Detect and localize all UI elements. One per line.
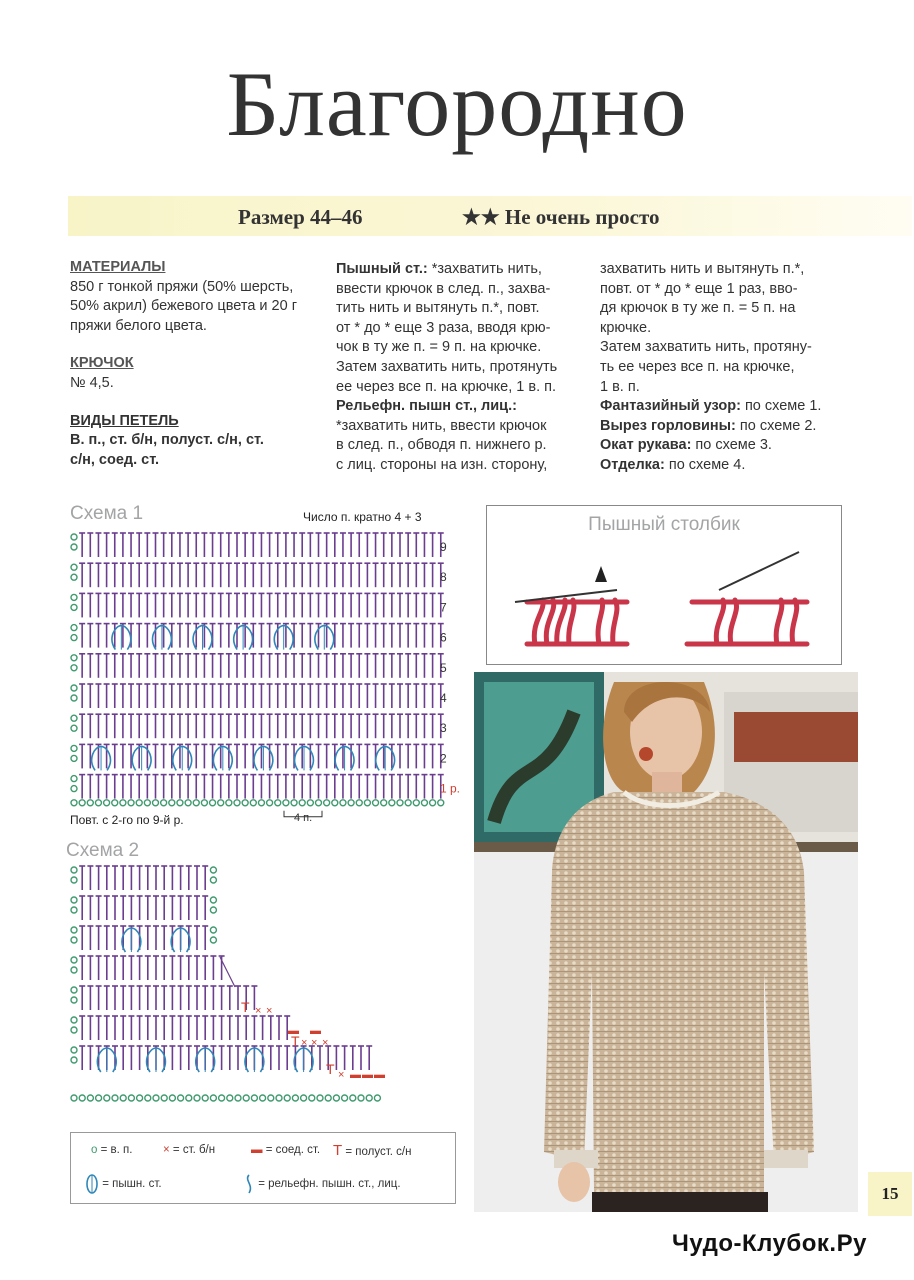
- chain-stitch: [112, 800, 118, 806]
- instruction-term: Рельефн. пышн ст., лиц.:: [336, 398, 517, 415]
- chain-stitch: [301, 1095, 307, 1101]
- edge-stitch-mark: ▬: [310, 1025, 321, 1037]
- chain-stitch: [194, 1095, 200, 1101]
- instruction-line: [336, 417, 586, 437]
- chain-stitch: [71, 867, 77, 873]
- edge-stitch-mark: T: [291, 1033, 300, 1049]
- illustration-title: Пышный столбик: [588, 514, 740, 535]
- edge-stitch-mark: ×: [301, 1037, 308, 1049]
- chain-stitch: [268, 1095, 274, 1101]
- materials-heading: МАТЕРИАЛЫ: [70, 259, 166, 275]
- hook-text: № 4,5.: [70, 374, 114, 391]
- chain-stitch: [161, 800, 167, 806]
- cross-icon: ×: [163, 1144, 170, 1156]
- chain-stitch: [71, 987, 77, 993]
- instruction-text: ввести крючок в след. п., захва-: [336, 280, 551, 297]
- chain-stitch: [210, 897, 216, 903]
- edge-stitch-mark: ×: [266, 1005, 273, 1017]
- instruction-line: [600, 397, 850, 417]
- chain-stitch: [71, 907, 77, 913]
- legend-chain: [91, 1144, 132, 1156]
- watermark: Чудо-Клубок.Ру: [672, 1230, 867, 1257]
- materials-line: 850 г тонкой пряжи (50% шерсть,: [70, 278, 294, 295]
- relief-puff-icon: [243, 1173, 255, 1195]
- chain-stitch: [292, 1095, 298, 1101]
- repeat-label: 4 п.: [294, 811, 313, 824]
- instruction-line: [336, 436, 586, 456]
- chain-stitch: [71, 927, 77, 933]
- instruction-line: [600, 338, 850, 358]
- chain-stitch: [128, 1095, 134, 1101]
- instruction-line: [336, 397, 586, 417]
- chain-stitch: [317, 1095, 323, 1101]
- legend-label: = полуст. с/н: [345, 1146, 412, 1158]
- instruction-term: Фантазийный узор:: [600, 398, 741, 415]
- chain-stitch: [348, 800, 354, 806]
- materials-line: 50% акрил) бежевого цвета и 20 г: [70, 298, 297, 315]
- instruction-text: в след. п., обводя п. нижнего р.: [336, 437, 547, 454]
- instruction-line: [336, 358, 586, 378]
- chain-stitch: [325, 1095, 331, 1101]
- chain-stitch: [299, 800, 305, 806]
- chain-stitch: [71, 665, 77, 671]
- row-number: 8: [440, 570, 447, 585]
- materials-line: пряжи белого цвета.: [70, 317, 207, 334]
- chain-stitch: [136, 800, 142, 806]
- chain-stitch: [71, 1057, 77, 1063]
- edge-stitch-mark: ×: [255, 1005, 262, 1017]
- instruction-text: по схеме 1.: [740, 398, 822, 415]
- chain-stitch: [87, 1095, 93, 1101]
- chain-stitch: [71, 625, 77, 631]
- chain-stitch: [260, 1095, 266, 1101]
- chain-stitch: [144, 800, 150, 806]
- chain-stitch: [210, 800, 216, 806]
- chain-stitch: [324, 800, 330, 806]
- chain-stitch: [356, 800, 362, 806]
- chain-stitch: [177, 800, 183, 806]
- chain-stitch: [235, 1095, 241, 1101]
- chain-stitch: [201, 800, 207, 806]
- chain-stitch: [71, 594, 77, 600]
- instruction-line: [336, 319, 586, 339]
- chain-stitch: [374, 1095, 380, 1101]
- chain-stitch: [185, 800, 191, 806]
- instruction-text: Затем захватить нить, протянуть: [336, 358, 558, 375]
- chain-stitch: [342, 1095, 348, 1101]
- chain-stitch: [153, 1095, 159, 1101]
- column-pyshny-instructions: [336, 260, 586, 476]
- page-title: Благородно: [226, 53, 688, 155]
- instruction-text: по схеме 4.: [664, 456, 746, 473]
- instruction-text: по схеме 2.: [735, 417, 817, 434]
- instruction-line: [600, 378, 850, 398]
- edge-stitch-mark: ▬: [350, 1069, 361, 1081]
- chain-stitch: [137, 1095, 143, 1101]
- chain-stitch: [112, 1095, 118, 1101]
- chain-stitch: [71, 967, 77, 973]
- legend-relief: [243, 1173, 401, 1195]
- schema1-note: Число п. кратно 4 + 3: [303, 510, 422, 524]
- instruction-line: [600, 280, 850, 300]
- column-materials: [70, 258, 320, 470]
- chain-stitch: [210, 927, 216, 933]
- chain-stitch: [350, 1095, 356, 1101]
- chain-stitch: [71, 564, 77, 570]
- edge-stitch-mark: ×: [338, 1069, 345, 1081]
- instruction-text: 1 в. п.: [600, 378, 640, 395]
- chain-stitch: [104, 1095, 110, 1101]
- chain-stitch: [71, 725, 77, 731]
- chain-stitch: [71, 574, 77, 580]
- legend: [70, 1132, 456, 1204]
- chain-stitch: [71, 685, 77, 691]
- chain-stitch: [309, 1095, 315, 1101]
- stitches-line: с/н, соед. ст.: [70, 451, 160, 468]
- legend-label: = пышн. ст.: [102, 1178, 162, 1191]
- edge-stitch-mark: ▬: [288, 1025, 299, 1037]
- edge-stitch-mark: ▬: [374, 1069, 385, 1081]
- schema2-title: Схема 2: [66, 840, 140, 861]
- chain-stitch: [71, 695, 77, 701]
- chain-stitch: [71, 655, 77, 661]
- legend-label: = в. п.: [100, 1144, 133, 1156]
- page-number: 15: [868, 1172, 912, 1216]
- chain-stitch: [333, 1095, 339, 1101]
- size-label: Размер 44–46: [238, 205, 363, 229]
- row-number: 5: [440, 660, 447, 675]
- chain-stitch: [178, 1095, 184, 1101]
- chain-stitch: [218, 800, 224, 806]
- chain-stitch: [284, 1095, 290, 1101]
- row-number: 1 р.: [440, 781, 461, 796]
- instruction-text: *захватить нить,: [427, 261, 542, 277]
- chain-stitch: [71, 957, 77, 963]
- chain-stitch: [373, 800, 379, 806]
- instruction-text: от * до * еще 3 раза, вводя крю-: [336, 319, 551, 336]
- instruction-line: [600, 299, 850, 319]
- edge-stitch-mark: ×: [322, 1037, 329, 1049]
- chain-stitch: [161, 1095, 167, 1101]
- instruction-line: [600, 436, 850, 456]
- chain-stitch: [210, 907, 216, 913]
- chain-stitch: [128, 800, 134, 806]
- chain-stitch: [169, 800, 175, 806]
- chain-stitch: [227, 1095, 233, 1101]
- row-number: 9: [440, 540, 447, 554]
- chain-stitch: [120, 1095, 126, 1101]
- instruction-text: Затем захватить нить, протяну-: [600, 339, 812, 356]
- instruction-text: захватить нить и вытянуть п.*,: [600, 261, 805, 277]
- chain-stitch: [96, 1095, 102, 1101]
- chain-stitch: [210, 937, 216, 943]
- edge-stitch-mark: T: [326, 1061, 335, 1077]
- chain-icon: o: [91, 1144, 98, 1156]
- puff-stitch-illustration: [486, 505, 842, 665]
- chain-stitch: [71, 755, 77, 761]
- chain-stitch: [202, 1095, 208, 1101]
- instruction-text: ть ее через все п. на крючке,: [600, 358, 795, 375]
- puff-stitch-drawing: [487, 542, 841, 664]
- photo-image: [474, 672, 858, 1212]
- chain-stitch: [307, 800, 313, 806]
- chain-stitch: [145, 1095, 151, 1101]
- chain-stitch: [242, 800, 248, 806]
- chain-stitch: [87, 800, 93, 806]
- chain-stitch: [210, 1095, 216, 1101]
- instruction-line: [336, 378, 586, 398]
- difficulty-text: Не очень просто: [504, 205, 660, 229]
- t-stitch-icon: T: [333, 1142, 343, 1159]
- instruction-text: чок в ту же п. = 9 п. на крючке.: [336, 339, 542, 356]
- chain-stitch: [71, 800, 77, 806]
- chain-stitch: [193, 800, 199, 806]
- edge-stitch-mark: T: [241, 999, 250, 1015]
- instruction-text: тить нить и вытянуть п.*, повт.: [336, 300, 540, 317]
- legend-hdc: [333, 1142, 411, 1159]
- chain-stitch: [291, 800, 297, 806]
- instruction-text: *захватить нить, ввести крючок: [336, 417, 547, 434]
- legend-label: = рельефн. пышн. ст., лиц.: [258, 1178, 401, 1191]
- model-photo: [474, 672, 858, 1212]
- legend-label: = соед. ст.: [265, 1144, 321, 1156]
- instruction-line: [600, 358, 850, 378]
- chain-stitch: [397, 800, 403, 806]
- instruction-text: дя крючок в ту же п. = 5 п. на: [600, 300, 796, 317]
- chain-stitch: [71, 897, 77, 903]
- chain-stitch: [169, 1095, 175, 1101]
- chain-stitch: [413, 800, 419, 806]
- chain-stitch: [210, 867, 216, 873]
- instruction-text: по схеме 3.: [691, 437, 772, 454]
- chain-stitch: [405, 800, 411, 806]
- chain-stitch: [358, 1095, 364, 1101]
- chain-stitch: [71, 997, 77, 1003]
- row-number: 6: [440, 630, 447, 645]
- chain-stitch: [71, 786, 77, 792]
- stitches-line: В. п., ст. б/н, полуст. с/н, ст.: [70, 432, 264, 449]
- instruction-line: [336, 260, 586, 280]
- chain-stitch: [210, 877, 216, 883]
- chain-stitch: [389, 800, 395, 806]
- chain-stitch: [430, 800, 436, 806]
- row-number: 7: [440, 600, 447, 615]
- instruction-line: [336, 338, 586, 358]
- chain-stitch: [340, 800, 346, 806]
- chain-stitch: [71, 877, 77, 883]
- chain-stitch: [251, 1095, 257, 1101]
- chain-stitch: [79, 800, 85, 806]
- difficulty-stars-icon: ★★: [462, 205, 500, 229]
- chain-stitch: [332, 800, 338, 806]
- puff-stitch-icon: [85, 1173, 99, 1195]
- chain-stitch: [120, 800, 126, 806]
- chain-stitch: [381, 800, 387, 806]
- row-number: 4: [440, 691, 447, 705]
- chain-stitch: [71, 544, 77, 550]
- chain-stitch: [95, 800, 101, 806]
- instruction-text: крючке.: [600, 319, 652, 336]
- stitches-heading: ВИДЫ ПЕТЕЛЬ: [70, 412, 179, 429]
- chain-stitch: [366, 1095, 372, 1101]
- hook-heading: КРЮЧОК: [70, 355, 134, 372]
- chain-stitch: [258, 800, 264, 806]
- instruction-term: Вырез горловины:: [600, 417, 736, 434]
- chain-stitch: [316, 800, 322, 806]
- legend-label: = ст. б/н: [172, 1144, 216, 1156]
- legend-slst: [251, 1144, 320, 1156]
- edge-stitch-mark: ×: [311, 1037, 318, 1049]
- instruction-text: с лиц. стороны на изн. сторону,: [336, 456, 548, 473]
- instruction-term: Отделка:: [600, 456, 665, 473]
- chain-stitch: [219, 1095, 225, 1101]
- chain-stitch: [71, 635, 77, 641]
- edge-stitch-mark: ▬: [362, 1069, 373, 1081]
- chain-stitch: [243, 1095, 249, 1101]
- chain-stitch: [438, 800, 444, 806]
- chain-stitch: [226, 800, 232, 806]
- chain-stitch: [71, 1027, 77, 1033]
- chain-stitch: [71, 937, 77, 943]
- instruction-text: повт. от * до * еще 1 раз, вво-: [600, 280, 798, 297]
- legend-sc: [163, 1144, 215, 1156]
- chain-stitch: [421, 800, 427, 806]
- chain-stitch: [71, 776, 77, 782]
- row-number: 3: [440, 721, 447, 736]
- chain-stitch: [283, 800, 289, 806]
- chain-stitch: [276, 1095, 282, 1101]
- instruction-text: ее через все п. на крючке, 1 в. п.: [336, 378, 557, 395]
- instruction-term: Окат рукава:: [600, 437, 692, 454]
- schema1-diagram: [60, 525, 470, 830]
- legend-puff: [85, 1173, 162, 1195]
- difficulty-label: [462, 205, 660, 230]
- chain-stitch: [71, 534, 77, 540]
- chain-stitch: [71, 1095, 77, 1101]
- instruction-line: [600, 260, 850, 280]
- instruction-line: [600, 417, 850, 437]
- chain-stitch: [71, 604, 77, 610]
- chain-stitch: [275, 800, 281, 806]
- column-pattern-instructions: [600, 260, 850, 476]
- chain-stitch: [186, 1095, 192, 1101]
- slip-stitch-icon: ▬: [251, 1144, 263, 1156]
- chain-stitch: [234, 800, 240, 806]
- instruction-term: Пышный ст.:: [336, 261, 428, 277]
- chain-stitch: [71, 715, 77, 721]
- chain-stitch: [71, 1017, 77, 1023]
- schema2-diagram: [60, 862, 390, 1114]
- chain-stitch: [250, 800, 256, 806]
- chain-stitch: [71, 1047, 77, 1053]
- chain-stitch: [153, 800, 159, 806]
- instruction-line: [336, 280, 586, 300]
- instruction-line: [336, 299, 586, 319]
- schema1-repeat-note: Повт. с 2-го по 9-й р.: [70, 813, 184, 827]
- instruction-line: [600, 319, 850, 339]
- row-number: 2: [440, 751, 447, 766]
- instruction-line: [600, 456, 850, 476]
- chain-stitch: [71, 745, 77, 751]
- instruction-line: [336, 456, 586, 476]
- chain-stitch: [267, 800, 273, 806]
- chain-stitch: [104, 800, 110, 806]
- schema1-title: Схема 1: [70, 503, 144, 524]
- chain-stitch: [364, 800, 370, 806]
- chain-stitch: [79, 1095, 85, 1101]
